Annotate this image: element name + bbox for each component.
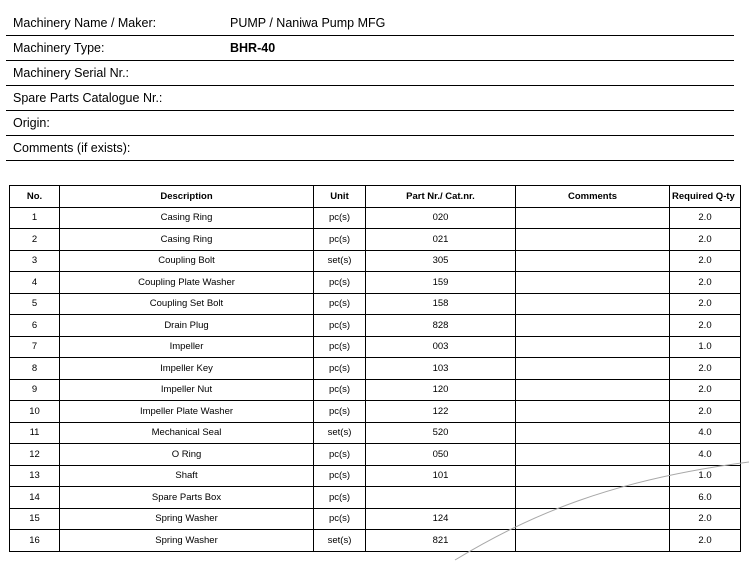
cell-description: Coupling Bolt: [60, 250, 314, 272]
cell-unit: pc(s): [314, 444, 366, 466]
cell-unit: pc(s): [314, 293, 366, 315]
cell-comments: [516, 379, 670, 401]
catalogue-label: Spare Parts Catalogue Nr.:: [13, 91, 163, 105]
cell-required-qty: 2.0: [670, 229, 741, 251]
header-row-machinery-name: [6, 11, 734, 36]
cell-description: Spring Washer: [60, 508, 314, 530]
table-row: [10, 336, 741, 358]
column-header-unit: Unit: [314, 186, 366, 208]
cell-comments: [516, 336, 670, 358]
cell-description: O Ring: [60, 444, 314, 466]
cell-unit: pc(s): [314, 465, 366, 487]
table-body: [10, 207, 741, 551]
cell-part-nr: 103: [366, 358, 516, 380]
cell-description: Coupling Set Bolt: [60, 293, 314, 315]
cell-part-nr: 124: [366, 508, 516, 530]
cell-no: 4: [10, 272, 60, 294]
cell-no: 8: [10, 358, 60, 380]
cell-description: Spring Washer: [60, 530, 314, 552]
cell-required-qty: 4.0: [670, 444, 741, 466]
cell-part-nr: 159: [366, 272, 516, 294]
cell-comments: [516, 272, 670, 294]
cell-unit: pc(s): [314, 358, 366, 380]
table-row: [10, 401, 741, 423]
cell-no: 12: [10, 444, 60, 466]
table-header-row: [10, 186, 741, 208]
cell-description: Mechanical Seal: [60, 422, 314, 444]
column-header-required-qty: Required Q-ty: [670, 186, 741, 208]
cell-required-qty: 2.0: [670, 401, 741, 423]
column-header-comments: Comments: [516, 186, 670, 208]
cell-no: 7: [10, 336, 60, 358]
cell-comments: [516, 207, 670, 229]
table-row: [10, 358, 741, 380]
cell-no: 3: [10, 250, 60, 272]
cell-description: Impeller Key: [60, 358, 314, 380]
cell-description: Impeller Nut: [60, 379, 314, 401]
cell-part-nr: 520: [366, 422, 516, 444]
cell-no: 9: [10, 379, 60, 401]
serial-label: Machinery Serial Nr.:: [13, 66, 130, 80]
cell-part-nr: 021: [366, 229, 516, 251]
cell-comments: [516, 401, 670, 423]
cell-comments: [516, 422, 670, 444]
cell-comments: [516, 315, 670, 337]
cell-part-nr: 122: [366, 401, 516, 423]
comments-label: Comments (if exists):: [13, 141, 131, 155]
header-row-catalogue: [6, 86, 734, 111]
cell-description: Casing Ring: [60, 207, 314, 229]
column-header-no: No.: [10, 186, 60, 208]
table-row: [10, 293, 741, 315]
cell-unit: pc(s): [314, 401, 366, 423]
cell-description: Shaft: [60, 465, 314, 487]
table-row: [10, 508, 741, 530]
cell-part-nr: 050: [366, 444, 516, 466]
table-row: [10, 315, 741, 337]
cell-required-qty: 2.0: [670, 530, 741, 552]
cell-description: Casing Ring: [60, 229, 314, 251]
cell-part-nr: 003: [366, 336, 516, 358]
table-row: [10, 207, 741, 229]
table-row: [10, 272, 741, 294]
cell-unit: pc(s): [314, 207, 366, 229]
cell-part-nr: 101: [366, 465, 516, 487]
cell-comments: [516, 530, 670, 552]
spare-parts-table: [9, 185, 741, 552]
column-header-part-nr: Part Nr./ Cat.nr.: [366, 186, 516, 208]
cell-unit: pc(s): [314, 315, 366, 337]
cell-description: Spare Parts Box: [60, 487, 314, 509]
cell-required-qty: 2.0: [670, 207, 741, 229]
cell-part-nr: 120: [366, 379, 516, 401]
machinery-type-label: Machinery Type:: [13, 41, 105, 55]
table-row: [10, 379, 741, 401]
cell-no: 5: [10, 293, 60, 315]
cell-description: Impeller Plate Washer: [60, 401, 314, 423]
cell-unit: pc(s): [314, 508, 366, 530]
cell-unit: pc(s): [314, 487, 366, 509]
cell-required-qty: 4.0: [670, 422, 741, 444]
header-row-origin: [6, 111, 734, 136]
cell-no: 16: [10, 530, 60, 552]
machinery-info-header: [6, 11, 734, 161]
cell-comments: [516, 229, 670, 251]
cell-no: 13: [10, 465, 60, 487]
cell-comments: [516, 444, 670, 466]
cell-description: Impeller: [60, 336, 314, 358]
cell-unit: pc(s): [314, 379, 366, 401]
cell-part-nr: 305: [366, 250, 516, 272]
table-row: [10, 530, 741, 552]
cell-no: 2: [10, 229, 60, 251]
machinery-name-value: PUMP / Naniwa Pump MFG: [230, 16, 386, 30]
origin-label: Origin:: [13, 116, 50, 130]
cell-required-qty: 1.0: [670, 465, 741, 487]
cell-part-nr: 020: [366, 207, 516, 229]
cell-unit: set(s): [314, 422, 366, 444]
table-row: [10, 229, 741, 251]
cell-no: 10: [10, 401, 60, 423]
cell-required-qty: 2.0: [670, 508, 741, 530]
cell-part-nr: 821: [366, 530, 516, 552]
cell-unit: set(s): [314, 530, 366, 552]
cell-no: 15: [10, 508, 60, 530]
cell-required-qty: 1.0: [670, 336, 741, 358]
cell-part-nr: 828: [366, 315, 516, 337]
cell-comments: [516, 293, 670, 315]
cell-required-qty: 2.0: [670, 272, 741, 294]
cell-comments: [516, 358, 670, 380]
header-row-machinery-type: [6, 36, 734, 61]
cell-unit: pc(s): [314, 229, 366, 251]
cell-part-nr: [366, 487, 516, 509]
cell-description: Drain Plug: [60, 315, 314, 337]
machinery-name-label: Machinery Name / Maker:: [13, 16, 157, 30]
cell-unit: pc(s): [314, 272, 366, 294]
cell-required-qty: 6.0: [670, 487, 741, 509]
cell-required-qty: 2.0: [670, 315, 741, 337]
cell-required-qty: 2.0: [670, 358, 741, 380]
cell-comments: [516, 250, 670, 272]
table-row: [10, 422, 741, 444]
cell-required-qty: 2.0: [670, 250, 741, 272]
cell-comments: [516, 487, 670, 509]
header-row-serial: [6, 61, 734, 86]
cell-no: 14: [10, 487, 60, 509]
column-header-description: Description: [60, 186, 314, 208]
cell-required-qty: 2.0: [670, 379, 741, 401]
cell-part-nr: 158: [366, 293, 516, 315]
table-row: [10, 465, 741, 487]
cell-no: 1: [10, 207, 60, 229]
cell-comments: [516, 508, 670, 530]
cell-no: 11: [10, 422, 60, 444]
cell-no: 6: [10, 315, 60, 337]
header-row-comments: [6, 136, 734, 161]
cell-comments: [516, 465, 670, 487]
table-row: [10, 487, 741, 509]
cell-unit: pc(s): [314, 336, 366, 358]
table-row: [10, 444, 741, 466]
machinery-type-value: BHR-40: [230, 41, 276, 55]
table-row: [10, 250, 741, 272]
cell-unit: set(s): [314, 250, 366, 272]
cell-description: Coupling Plate Washer: [60, 272, 314, 294]
cell-required-qty: 2.0: [670, 293, 741, 315]
